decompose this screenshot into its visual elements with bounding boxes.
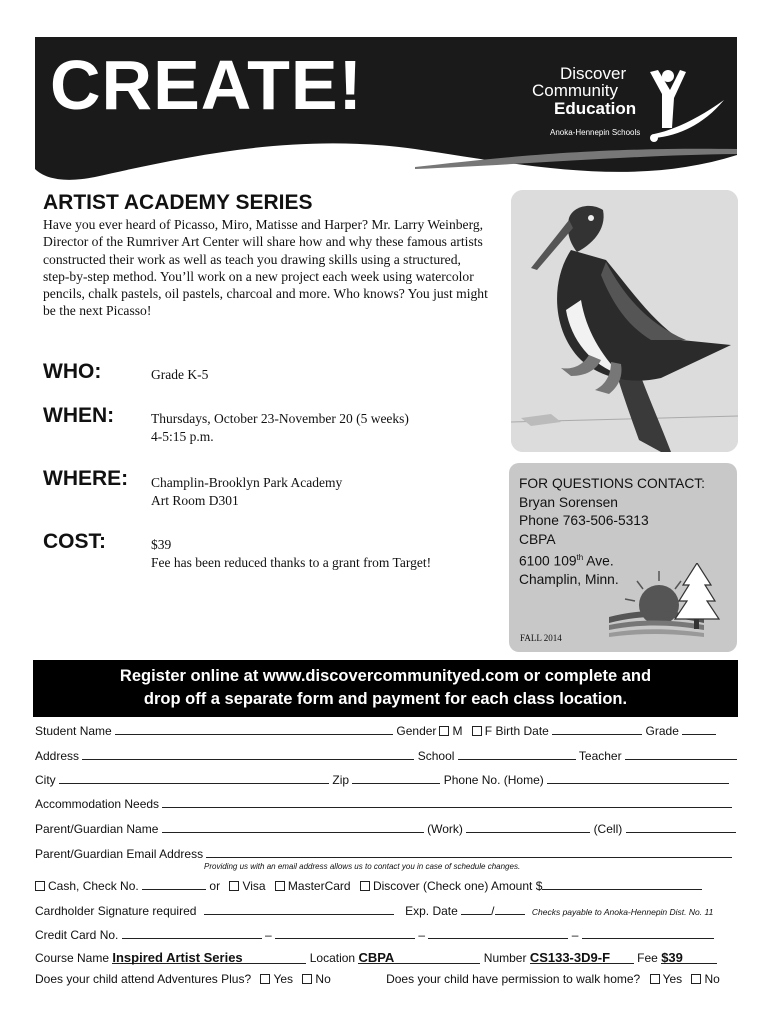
- where-school: Champlin-Brooklyn Park Academy: [151, 475, 343, 490]
- birth-date-label: Birth Date: [495, 724, 549, 738]
- number-label: Number: [483, 951, 527, 965]
- gender-label: Gender: [396, 724, 437, 738]
- card-group-1-field[interactable]: [122, 928, 262, 939]
- walk-yes-label: Yes: [662, 972, 683, 986]
- email-note: Providing us with an email address allows us to contact you in case of schedule changes.: [204, 862, 521, 871]
- bird-drawing: [511, 190, 738, 452]
- grade-label: Grade: [645, 724, 679, 738]
- where-room: Art Room D301: [151, 493, 239, 508]
- course-name-label: Course Name: [35, 951, 110, 965]
- cardholder-label: Cardholder Signature required: [35, 904, 197, 918]
- walk-no-checkbox[interactable]: [691, 974, 701, 984]
- phone-home-field[interactable]: [547, 773, 729, 784]
- zip-field[interactable]: [352, 773, 440, 784]
- where-label: WHERE:: [43, 467, 129, 490]
- birth-date-field[interactable]: [552, 724, 642, 735]
- student-name-field[interactable]: [115, 724, 393, 735]
- credit-card-label: Credit Card No.: [35, 928, 119, 942]
- signature-field[interactable]: [204, 904, 394, 915]
- street-name: Ave.: [583, 553, 614, 569]
- check-no-field[interactable]: [142, 879, 206, 890]
- cost-amount: $39: [151, 537, 172, 552]
- amount-label: Amount $: [491, 879, 543, 893]
- address-field[interactable]: [82, 749, 414, 760]
- address-label: Address: [35, 749, 80, 763]
- parent-name-field[interactable]: [162, 822, 424, 833]
- who-label: WHO:: [43, 360, 102, 383]
- gender-f-label: F: [484, 724, 493, 738]
- form-row-city: [35, 773, 729, 787]
- location-field[interactable]: [358, 950, 480, 964]
- contact-heading: FOR QUESTIONS CONTACT:: [519, 476, 706, 491]
- logo-line-3: Education: [554, 99, 637, 118]
- community-education-logo: [532, 64, 732, 154]
- series-title: ARTIST ACADEMY SERIES: [43, 191, 313, 214]
- gender-f-checkbox[interactable]: [472, 726, 482, 736]
- exp-year-field[interactable]: [495, 904, 525, 915]
- banner-title: CREATE!: [50, 46, 363, 124]
- walk-yes-checkbox[interactable]: [650, 974, 660, 984]
- school-label: School: [417, 749, 455, 763]
- when-time: 4-5:15 p.m.: [151, 429, 214, 444]
- register-line-2: drop off a separate form and payment for each class location.: [143, 690, 628, 708]
- check-no-label: Check No.: [82, 879, 139, 893]
- form-row-email: [35, 847, 732, 861]
- adventures-no-label: No: [315, 972, 331, 986]
- register-line-1: Register online at www.discovercommunityed.com or complete and: [119, 667, 652, 685]
- card-group-3-field[interactable]: [428, 928, 568, 939]
- adventures-question: Does your child attend Adventures Plus?: [35, 972, 252, 986]
- or-label: or: [209, 879, 221, 893]
- logo-line-4: Anoka-Hennepin Schools: [550, 128, 641, 137]
- student-name-label: Student Name: [35, 724, 112, 738]
- accommodation-field[interactable]: [162, 797, 732, 808]
- series-description: Have you ever heard of Picasso, Miro, Matisse and Harper? Mr. Larry Weinberg, Director of the Rumriver Art Center will share how and why these famous artists constructed their work as well as teach you drawing skills using a structured, step-by-step method. You’ll work on a new project each week using watercolor pencils, chalk pastels, oil pastels, charcoal and more. Who knows? You just might be the next Picasso!: [43, 217, 488, 319]
- form-row-questions: [35, 972, 720, 986]
- checks-note: Checks payable to Anoka-Hennepin Dist. No. 11: [531, 907, 714, 917]
- gender-m-label: M: [452, 724, 463, 738]
- parent-name-label: Parent/Guardian Name: [35, 822, 159, 836]
- cash-label: Cash,: [48, 879, 80, 893]
- discover-label: Discover (Check one): [372, 879, 489, 893]
- form-row-course: [35, 950, 717, 965]
- cost-value: [151, 536, 431, 572]
- work-label: (Work): [427, 822, 463, 836]
- form-row-accommodation: [35, 797, 732, 811]
- gender-m-checkbox[interactable]: [439, 726, 449, 736]
- term-label: FALL 2014: [520, 633, 562, 643]
- form-row-credit-card: Credit Card No. – – –: [35, 928, 714, 942]
- cash-checkbox[interactable]: [35, 881, 45, 891]
- form-row-student: [35, 724, 716, 738]
- fee-label: Fee: [637, 951, 658, 965]
- course-name-field[interactable]: [112, 950, 306, 964]
- visa-checkbox[interactable]: [229, 881, 239, 891]
- contact-name: Bryan Sorensen: [519, 494, 618, 510]
- adventures-yes-label: Yes: [273, 972, 294, 986]
- cost-note: Fee has been reduced thanks to a grant from Target!: [151, 555, 432, 570]
- teacher-field[interactable]: [625, 749, 737, 760]
- cell-phone-field[interactable]: [626, 822, 736, 833]
- cell-label: (Cell): [593, 822, 623, 836]
- street-suffix: th: [576, 553, 584, 562]
- walk-question: Does your child have permission to walk home?: [386, 972, 641, 986]
- when-label: WHEN:: [43, 404, 115, 427]
- contact-box: [509, 463, 737, 652]
- logo-line-2: Community: [532, 81, 618, 100]
- course-name-value: Inspired Artist Series: [112, 950, 243, 965]
- form-row-parent: [35, 822, 736, 836]
- where-value: [151, 474, 342, 510]
- when-value: [151, 410, 409, 446]
- who-value: Grade K-5: [151, 367, 209, 382]
- discover-checkbox[interactable]: [360, 881, 370, 891]
- city-field[interactable]: [59, 773, 329, 784]
- teacher-label: Teacher: [578, 749, 622, 763]
- form-row-payment: [35, 879, 702, 893]
- contact-org: CBPA: [519, 531, 556, 547]
- grade-field[interactable]: [682, 724, 716, 735]
- bird-drawing-image: [511, 190, 738, 452]
- contact-city: Champlin, Minn.: [519, 572, 619, 588]
- adventures-yes-checkbox[interactable]: [260, 974, 270, 984]
- city-label: City: [35, 773, 56, 787]
- form-row-signature: Cardholder Signature required Exp. Date / Checks payable to Anoka-Hennepin Dist. No. 11: [35, 904, 714, 918]
- register-banner: [33, 660, 738, 717]
- adventures-no-checkbox[interactable]: [302, 974, 312, 984]
- figure-icon: [644, 68, 724, 148]
- exp-date-label: Exp. Date: [405, 904, 458, 918]
- mastercard-checkbox[interactable]: [275, 881, 285, 891]
- parent-email-field[interactable]: [206, 847, 732, 858]
- fee-field[interactable]: [661, 950, 717, 964]
- zip-label: Zip: [332, 773, 350, 787]
- exp-month-field[interactable]: [461, 904, 491, 915]
- fee-value: $39: [661, 950, 683, 965]
- logo-line-1: Discover: [560, 64, 627, 83]
- phone-home-label: Phone No. (Home): [443, 773, 544, 787]
- walk-no-label: No: [704, 972, 720, 986]
- amount-field[interactable]: [542, 879, 702, 890]
- work-phone-field[interactable]: [466, 822, 590, 833]
- card-group-2-field[interactable]: [275, 928, 415, 939]
- visa-label: Visa: [242, 879, 266, 893]
- street-number: 6100 109: [519, 553, 577, 569]
- location-label: Location: [309, 951, 356, 965]
- form-row-address: [35, 749, 737, 763]
- card-group-4-field[interactable]: [582, 928, 714, 939]
- location-value: CBPA: [358, 950, 395, 965]
- accommodation-label: Accommodation Needs: [35, 797, 160, 811]
- number-field[interactable]: [530, 950, 634, 964]
- contact-phone: Phone 763-506-5313: [519, 513, 649, 528]
- mastercard-label: MasterCard: [287, 879, 351, 893]
- parent-email-label: Parent/Guardian Email Address: [35, 847, 204, 861]
- sunset-tree-icon: [609, 563, 735, 643]
- number-value: CS133-3D9-F: [529, 950, 611, 965]
- school-field[interactable]: [458, 749, 576, 760]
- when-days: Thursdays, October 23-November 20 (5 weeks): [151, 411, 409, 426]
- cost-label: COST:: [43, 530, 106, 553]
